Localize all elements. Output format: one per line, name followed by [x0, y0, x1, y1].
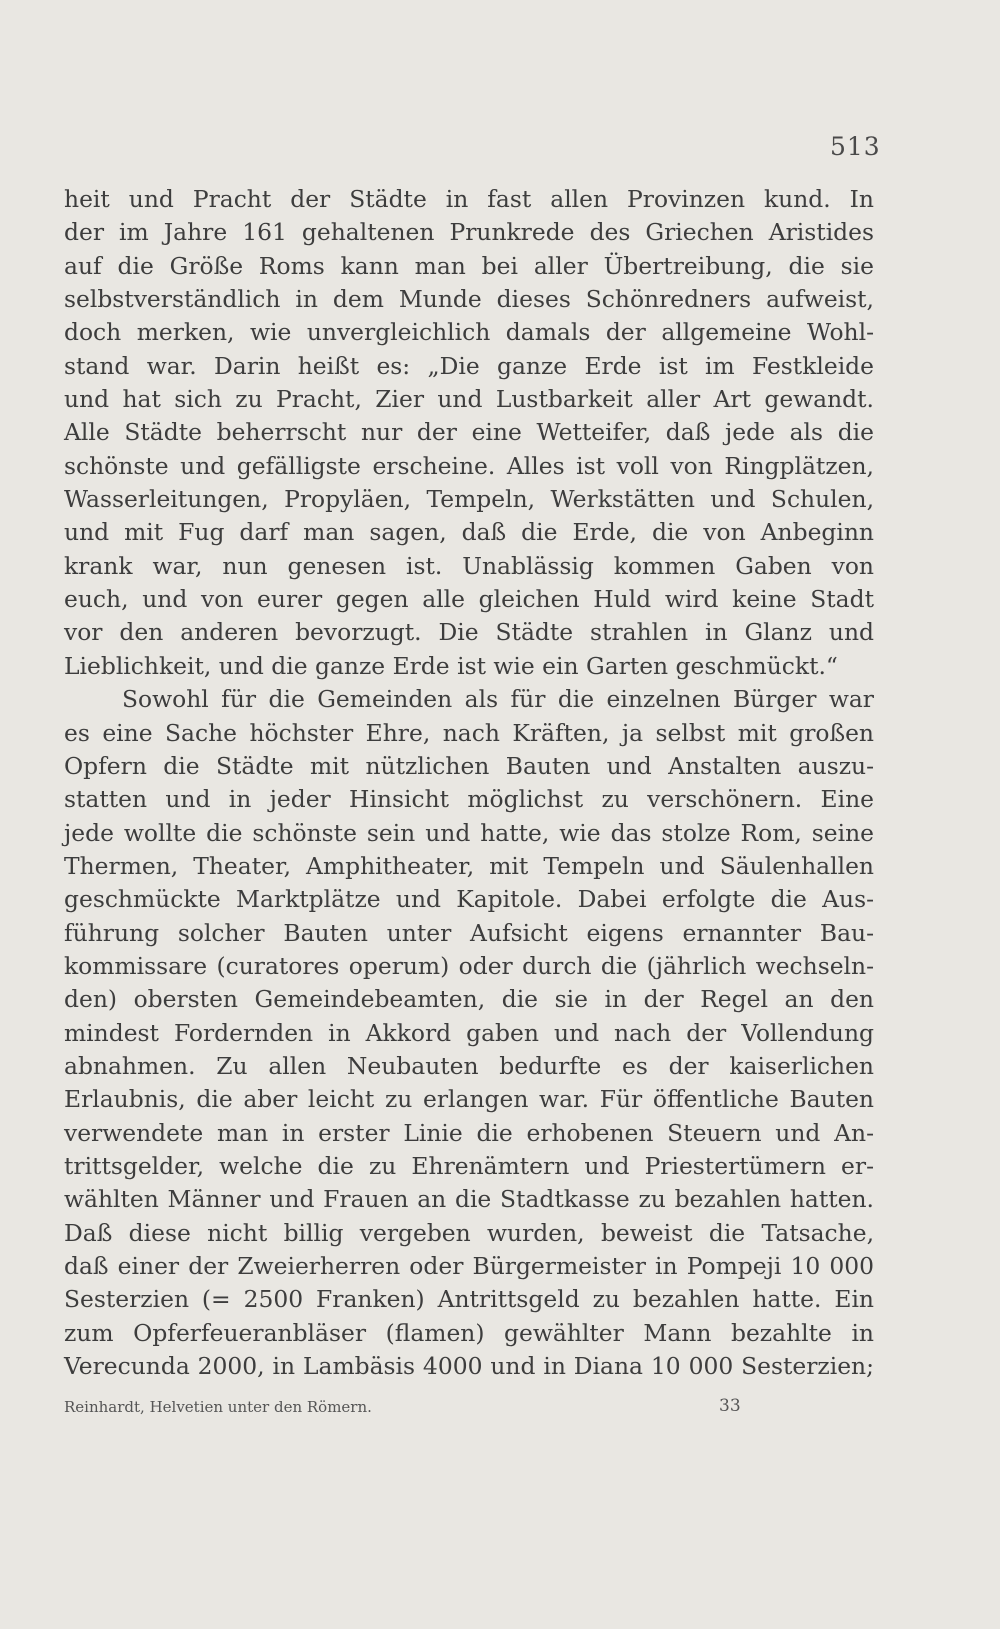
text-line: und hat sich zu Pracht, Zier und Lustbarkeit aller Art gewandt.: [64, 385, 874, 414]
text-line: heit und Pracht der Städte in fast allen Provinzen kund. In: [64, 185, 874, 213]
text-line: der im Jahre 161 gehaltenen Prunkrede des Griechen Aristides: [64, 218, 874, 247]
text-line: Lieblichkeit, und die ganze Erde ist wie ein Garten geschmückt.“: [64, 651, 838, 680]
footer-credit: Reinhardt, Helvetien unter den Römern.: [64, 1398, 372, 1416]
page-number: 513: [830, 132, 881, 161]
text-line: trittsgelder, welche die zu Ehrenämtern und Priestertümern er-: [64, 1151, 874, 1180]
text-line: mindest Fordernden in Akkord gaben und nach der Vollendung: [64, 1018, 874, 1047]
body-text: [64, 183, 874, 1383]
text-line: Sesterzien (= 2500 Franken) Antrittsgeld zu bezahlen hatte. Ein: [64, 1285, 874, 1314]
text-line: Opfern die Städte mit nützlichen Bauten und Anstalten auszu-: [64, 751, 874, 780]
text-line: wählten Männer und Frauen an die Stadtkasse zu bezahlen hatten.: [64, 1185, 874, 1214]
text-line: Erlaubnis, die aber leicht zu erlangen war. Für öffentliche Bauten: [64, 1085, 874, 1114]
text-line: Sowohl für die Gemeinden als für die einzelnen Bürger war: [122, 685, 874, 714]
text-line: den) obersten Gemeindebeamten, die sie in der Regel an den: [64, 985, 874, 1014]
text-line: daß einer der Zweierherren oder Bürgermeister in Pompeji 10 000: [64, 1252, 874, 1280]
signature-mark: 33: [719, 1396, 741, 1416]
text-line: jede wollte die schönste sein und hatte, wie das stolze Rom, seine: [64, 818, 874, 847]
text-line: euch, und von eurer gegen alle gleichen Huld wird keine Stadt: [64, 585, 874, 614]
text-line: Verecunda 2000, in Lambäsis 4000 und in Diana 10 000 Sesterzien;: [64, 1352, 874, 1381]
text-line: verwendete man in erster Linie die erhobenen Steuern und An-: [64, 1118, 874, 1147]
text-line: führung solcher Bauten unter Aufsicht eigens ernannter Bau-: [64, 918, 874, 947]
text-line: Thermen, Theater, Amphitheater, mit Tempeln und Säulenhallen: [64, 851, 874, 880]
text-line: geschmückte Marktplätze und Kapitole. Dabei erfolgte die Aus-: [64, 885, 874, 914]
text-line: Daß diese nicht billig vergeben wurden, beweist die Tatsache,: [64, 1218, 874, 1247]
text-line: Wasserleitungen, Propyläen, Tempeln, Werkstätten und Schulen,: [64, 485, 874, 514]
text-line: und mit Fug darf man sagen, daß die Erde, die von Anbeginn: [64, 518, 874, 547]
text-line: statten und in jeder Hinsicht möglichst zu verschönern. Eine: [64, 785, 874, 814]
text-line: es eine Sache höchster Ehre, nach Kräften, ja selbst mit großen: [64, 718, 874, 747]
text-line: auf die Größe Roms kann man bei aller Übertreibung, die sie: [64, 251, 874, 280]
text-line: schönste und gefälligste erscheine. Alles ist voll von Ringplätzen,: [64, 451, 874, 480]
text-line: zum Opferfeueranbläser (flamen) gewählter Mann bezahlte in: [64, 1318, 874, 1347]
text-line: krank war, nun genesen ist. Unablässig kommen Gaben von: [64, 551, 874, 580]
text-line: doch merken, wie unvergleichlich damals der allgemeine Wohl-: [64, 318, 874, 347]
text-line: selbstverständlich in dem Munde dieses Schönredners aufweist,: [64, 285, 874, 314]
text-line: stand war. Darin heißt es: „Die ganze Erde ist im Festkleide: [64, 351, 874, 380]
text-line: abnahmen. Zu allen Neubauten bedurfte es der kaiserlichen: [64, 1051, 874, 1080]
text-line: Alle Städte beherrscht nur der eine Wetteifer, daß jede als die: [64, 418, 874, 447]
text-line: kommissare (curatores operum) oder durch die (jährlich wechseln-: [64, 951, 874, 980]
text-line: vor den anderen bevorzugt. Die Städte strahlen in Glanz und: [64, 618, 874, 647]
